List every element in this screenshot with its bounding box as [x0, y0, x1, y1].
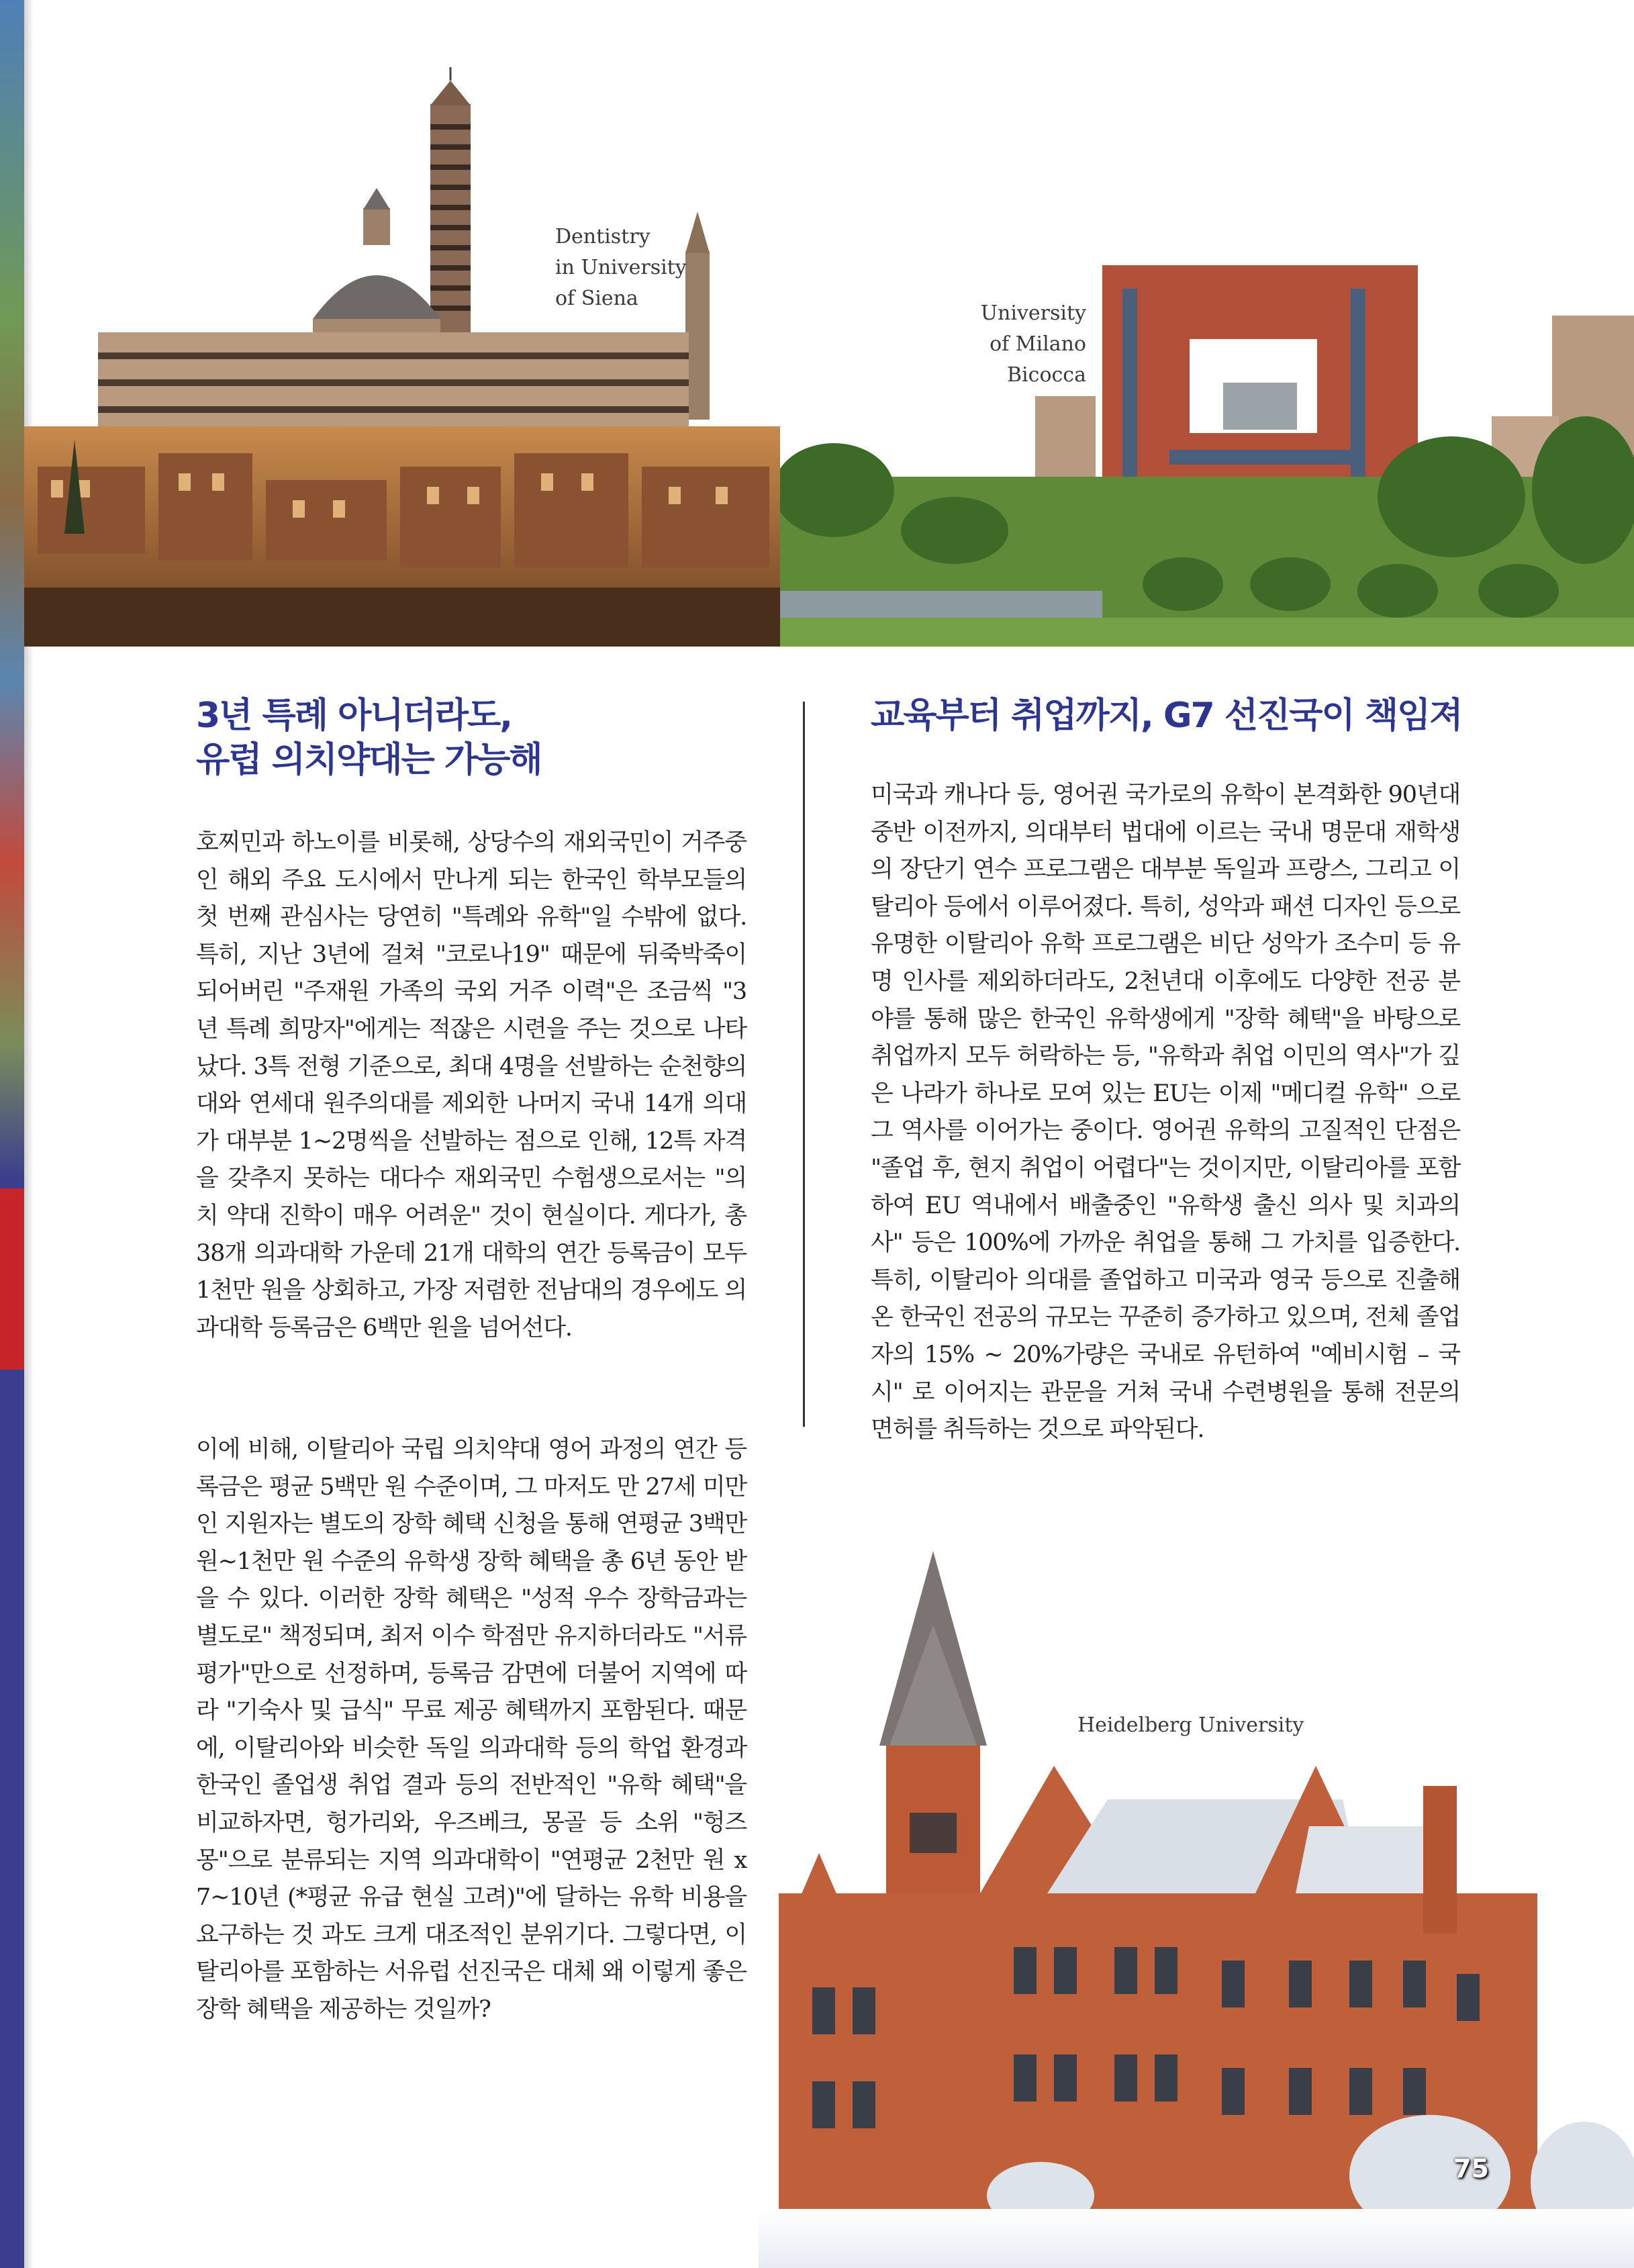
- siena-photo: [24, 64, 783, 647]
- left-edge-strip: [0, 0, 24, 2268]
- heidelberg-photo: [759, 1544, 1634, 2268]
- heading-right: 교육부터 취업까지, G7 선진국이 책임져: [871, 696, 1462, 736]
- right-paragraph-1: 미국과 캐나다 등, 영어권 국가로의 유학이 본격화한 90년대 중반 이전까지, 의대부터 법대에 이르는 국내 명문대 재학생의 장단기 연수 프로그램은 대부분 독일과 프랑스, 그리고 이탈리아 등에서 이루어졌다. 특히, 성악과 패션 디자인 등으로 유명한 이탈리아 유학 프로그램은 비단 성악가 조수미 등 유명 인사를 제외하더라도, 2천년대 이후에도 다양한 전공 분야를 통해 많은 한국인 유학생에게 "장학 혜택"을 바탕으로 취업까지 모두 허락하는 등, "유학과 취업 이민의 역사"가 깊은 나라가 하나로 모여 있는 EU는 이제 "메디컬 유학" 으로 그 역사를 이어가는 중이다. 영어권 유학의 고질적인 단점은 "졸업 후, 현지 취업이 어렵다"는 것이지만, 이탈리아를 포함하여 EU 역내에서 배출중인 "유학생 출신 의사 및 치과의사" 등은 100%에 가까운 취업을 통해 그 가치를 입증한다. 특히, 이탈리아 의대를 졸업하고 미국과 영국 등으로 진출해 온 한국인 전공의 규모는 꾸준히 증가하고 있으며, 전체 졸업자의 15% ~ 20%가량은 국내로 유턴하여 "예비시험 – 국시" 로 이어지는 관문을 거쳐 국내 수련병원을 통해 전문의 면허를 취득하는 것으로 파악된다.: [871, 782, 1460, 1444]
- caption-heidelberg: Heidelberg University: [1077, 1713, 1304, 1737]
- left-paragraph-1: 호찌민과 하노이를 비롯해, 상당수의 재외국민이 거주중인 해외 주요 도시에서 만나게 되는 한국인 학부모들의 첫 번째 관심사는 당연히 "특례와 유학"일 수밖에 없다. 특히, 지난 3년에 걸쳐 "코로나19" 때문에 뒤죽박죽이 되어버린 "주재원 가족의 국외 거주 이력"은 조금씩 "3년 특례 희망자"에게는 적잖은 시련을 주는 것으로 나타났다. 3특 전형 기준으로, 최대 4명을 선발하는 순천향의대와 연세대 원주의대를 제외한 나머지 국내 14개 의대가 대부분 1~2명씩을 선발하는 점으로 인해, 12특 자격을 갖추지 못하는 대다수 재외국민 수험생으로서는 "의치 약대 진학이 매우 어려운" 것이 현실이다. 게다가, 총 38개 의과대학 가운데 21개 대학의 연간 등록금이 모두 1천만 원을 상회하고, 가장 저렴한 전남대의 경우에도 의과대학 등록금은 6백만 원을 넘어선다.: [196, 829, 747, 1341]
- left-edge-red-band: [0, 1188, 24, 1370]
- milano-bicocca-photo: [780, 181, 1634, 647]
- caption-milano: University of Milano Bicocca: [980, 301, 1086, 387]
- left-paragraph-2: 이에 비해, 이탈리아 국립 의치약대 영어 과정의 연간 등록금은 평균 5백만 원 수준이며, 그 마저도 만 27세 미만인 지원자는 별도의 장학 혜택 신청을 통해 연평균 3백만 원~1천만 원 수준의 유학생 장학 혜택을 총 6년 동안 받을 수 있다. 이러한 장학 혜택은 "성적 우수 장학금과는 별도로" 책정되며, 최저 이수 학점만 유지하더라도 "서류 평가"만으로 선정하며, 등록금 감면에 더불어 지역에 따라 "기숙사 및 급식" 무료 제공 혜택까지 포함된다. 때문에, 이탈리아와 비슷한 독일 의과대학 등의 학업 환경과 한국인 졸업생 취업 결과 등의 전반적인 "유학 혜택"을 비교하자면, 헝가리와, 우즈베크, 몽골 등 소위 "헝즈몽"으로 분류되는 지역 의과대학이 "연평균 2천만 원 x 7~10년 (*평균 유급 현실 고려)"에 달하는 유학 비용을 요구하는 것 과도 크게 대조적인 분위기다. 그렇다면, 이탈리아를 포함하는 서유럽 선진국은 대체 왜 이렇게 좋은 장학 혜택을 제공하는 것일까?: [196, 1436, 747, 2023]
- caption-siena: Dentistry in University of Siena: [555, 225, 687, 310]
- column-divider: [803, 702, 805, 1427]
- page-number: 75: [1453, 2154, 1489, 2183]
- heading-left: 3년 특례 아니더라도, 유럽 의치약대는 가능해: [196, 696, 542, 780]
